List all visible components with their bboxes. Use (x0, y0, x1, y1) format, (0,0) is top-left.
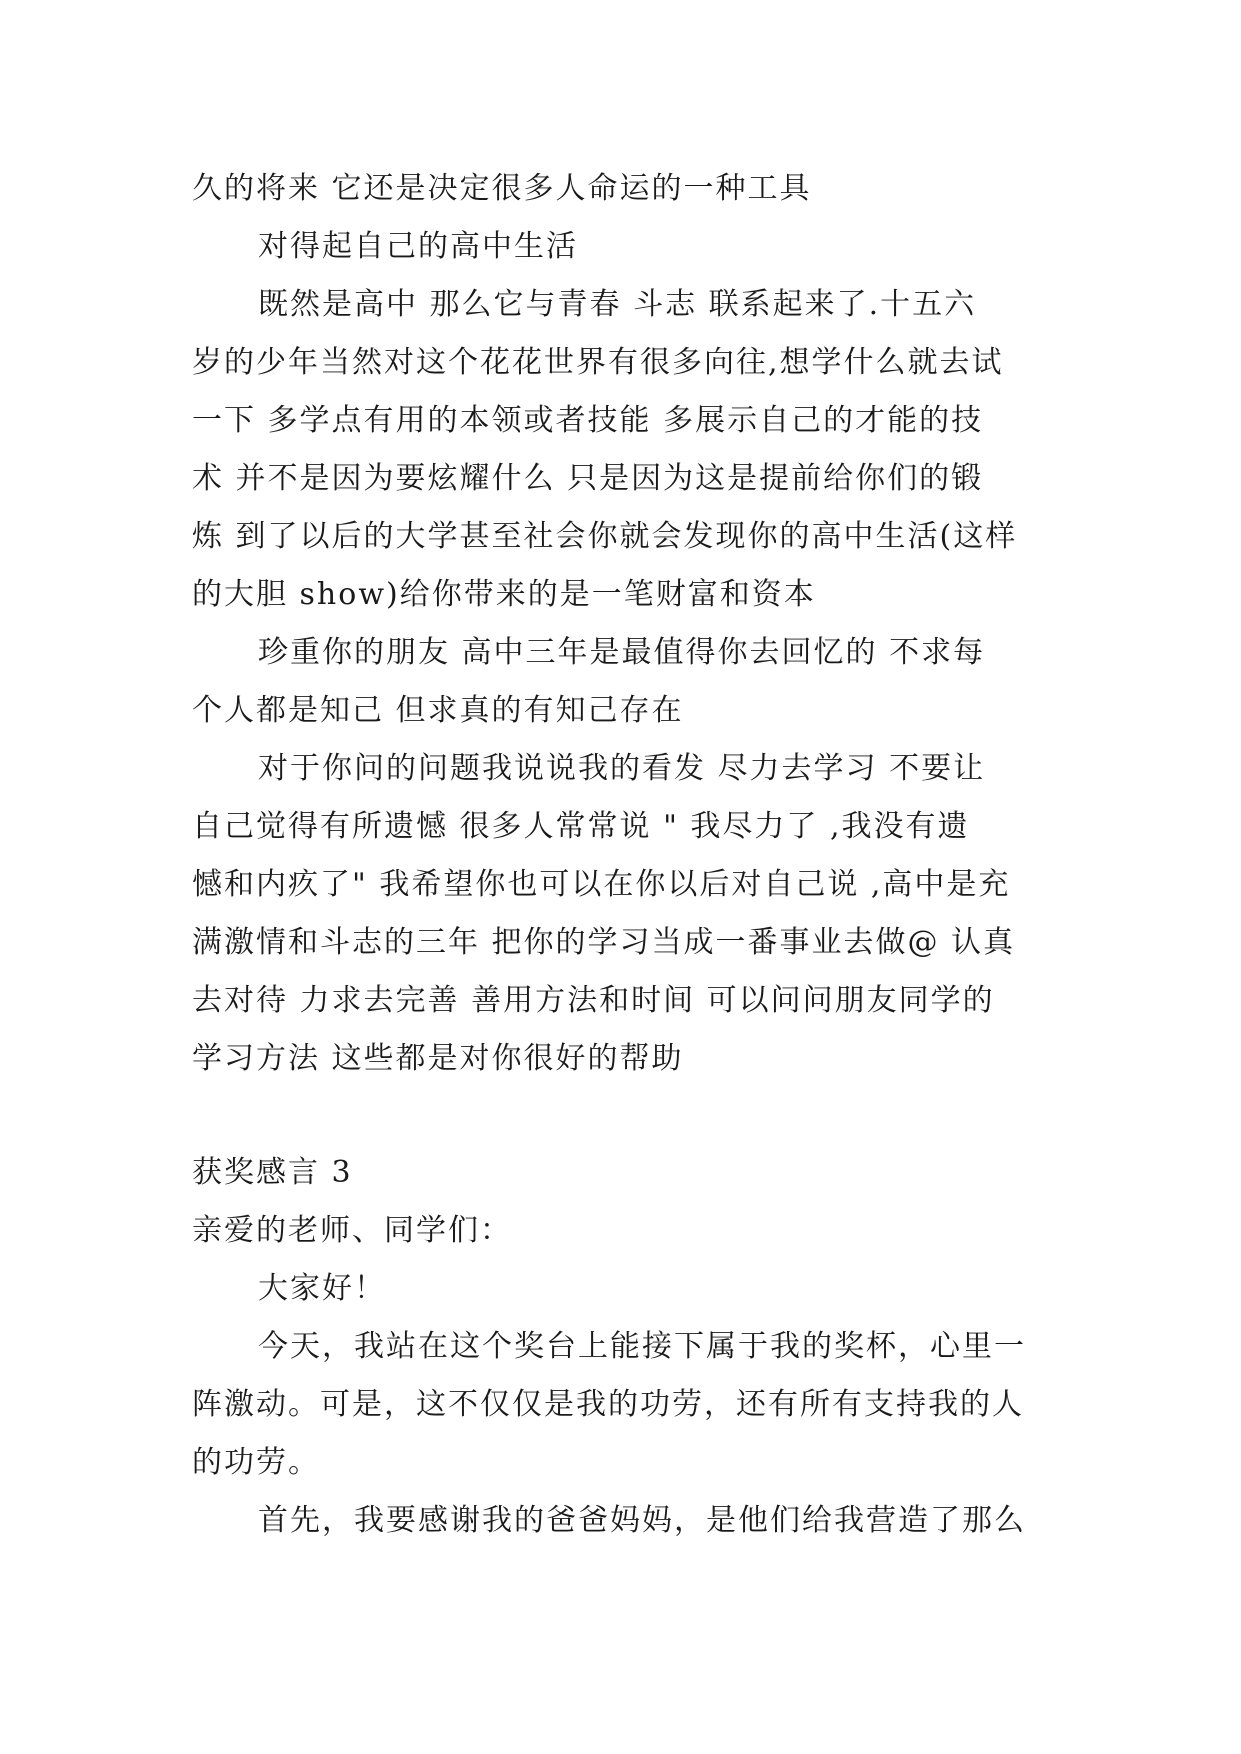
text-line: 去对待 力求去完善 善用方法和时间 可以问问朋友同学的 (192, 983, 995, 1018)
section-spacer (192, 1088, 1052, 1144)
text-line: 首先，我要感谢我的爸爸妈妈，是他们给我营造了那么 (258, 1503, 1026, 1538)
document-body (192, 160, 1052, 1550)
text-line: 珍重你的朋友 高中三年是最值得你去回忆的 不求每 (258, 635, 986, 670)
text-line: 岁的少年当然对这个花花世界有很多向往,想学什么就去试 (192, 345, 1004, 380)
text-line: 既然是高中 那么它与青春 斗志 联系起来了.十五六 (258, 287, 977, 322)
section-heading: 获奖感言 3 (192, 1155, 353, 1190)
paragraph-award (192, 1318, 1052, 1492)
text-line: 术 并不是因为要炫耀什么 只是因为这是提前给你们的锻 (192, 461, 984, 496)
salutation: 亲爱的老师、同学们： (192, 1213, 512, 1248)
text-line: 学习方法 这些都是对你很好的帮助 (192, 1041, 684, 1076)
text-line: 憾和内疚了" 我希望你也可以在你以后对自己说 ,高中是充 (192, 867, 1011, 902)
text-line: 阵激动。可是，这不仅仅是我的功劳，还有所有支持我的人 (192, 1387, 1024, 1422)
text-line: 对于你问的问题我说说我的看发 尽力去学习 不要让 (258, 751, 986, 786)
text-line: 的大胆 show)给你带来的是一笔财富和资本 (192, 577, 816, 612)
text-line: 的功劳。 (192, 1445, 320, 1480)
paragraph-thanks-parents (192, 1492, 1052, 1550)
text-line: 满激情和斗志的三年 把你的学习当成一番事业去做@ 认真 (192, 925, 1016, 960)
paragraph-continuation (192, 160, 1052, 218)
text-line: 自己觉得有所遗憾 很多人常常说 " 我尽力了 ,我没有遗 (192, 809, 970, 844)
paragraph-youth (192, 276, 1052, 624)
greeting: 大家好！ (258, 1271, 386, 1306)
paragraph-friends (192, 624, 1052, 740)
text-line: 对得起自己的高中生活 (258, 229, 578, 264)
text-line: 久的将来 它还是决定很多人命运的一种工具 (192, 171, 812, 206)
paragraph-high-school-life (192, 218, 1052, 276)
paragraph-advice (192, 740, 1052, 1088)
text-line: 个人都是知己 但求真的有知己存在 (192, 693, 684, 728)
text-line: 炼 到了以后的大学甚至社会你就会发现你的高中生活(这样 (192, 519, 1018, 554)
text-line: 今天，我站在这个奖台上能接下属于我的奖杯，心里一 (258, 1329, 1026, 1364)
text-line: 一下 多学点有用的本领或者技能 多展示自己的才能的技 (192, 403, 984, 438)
